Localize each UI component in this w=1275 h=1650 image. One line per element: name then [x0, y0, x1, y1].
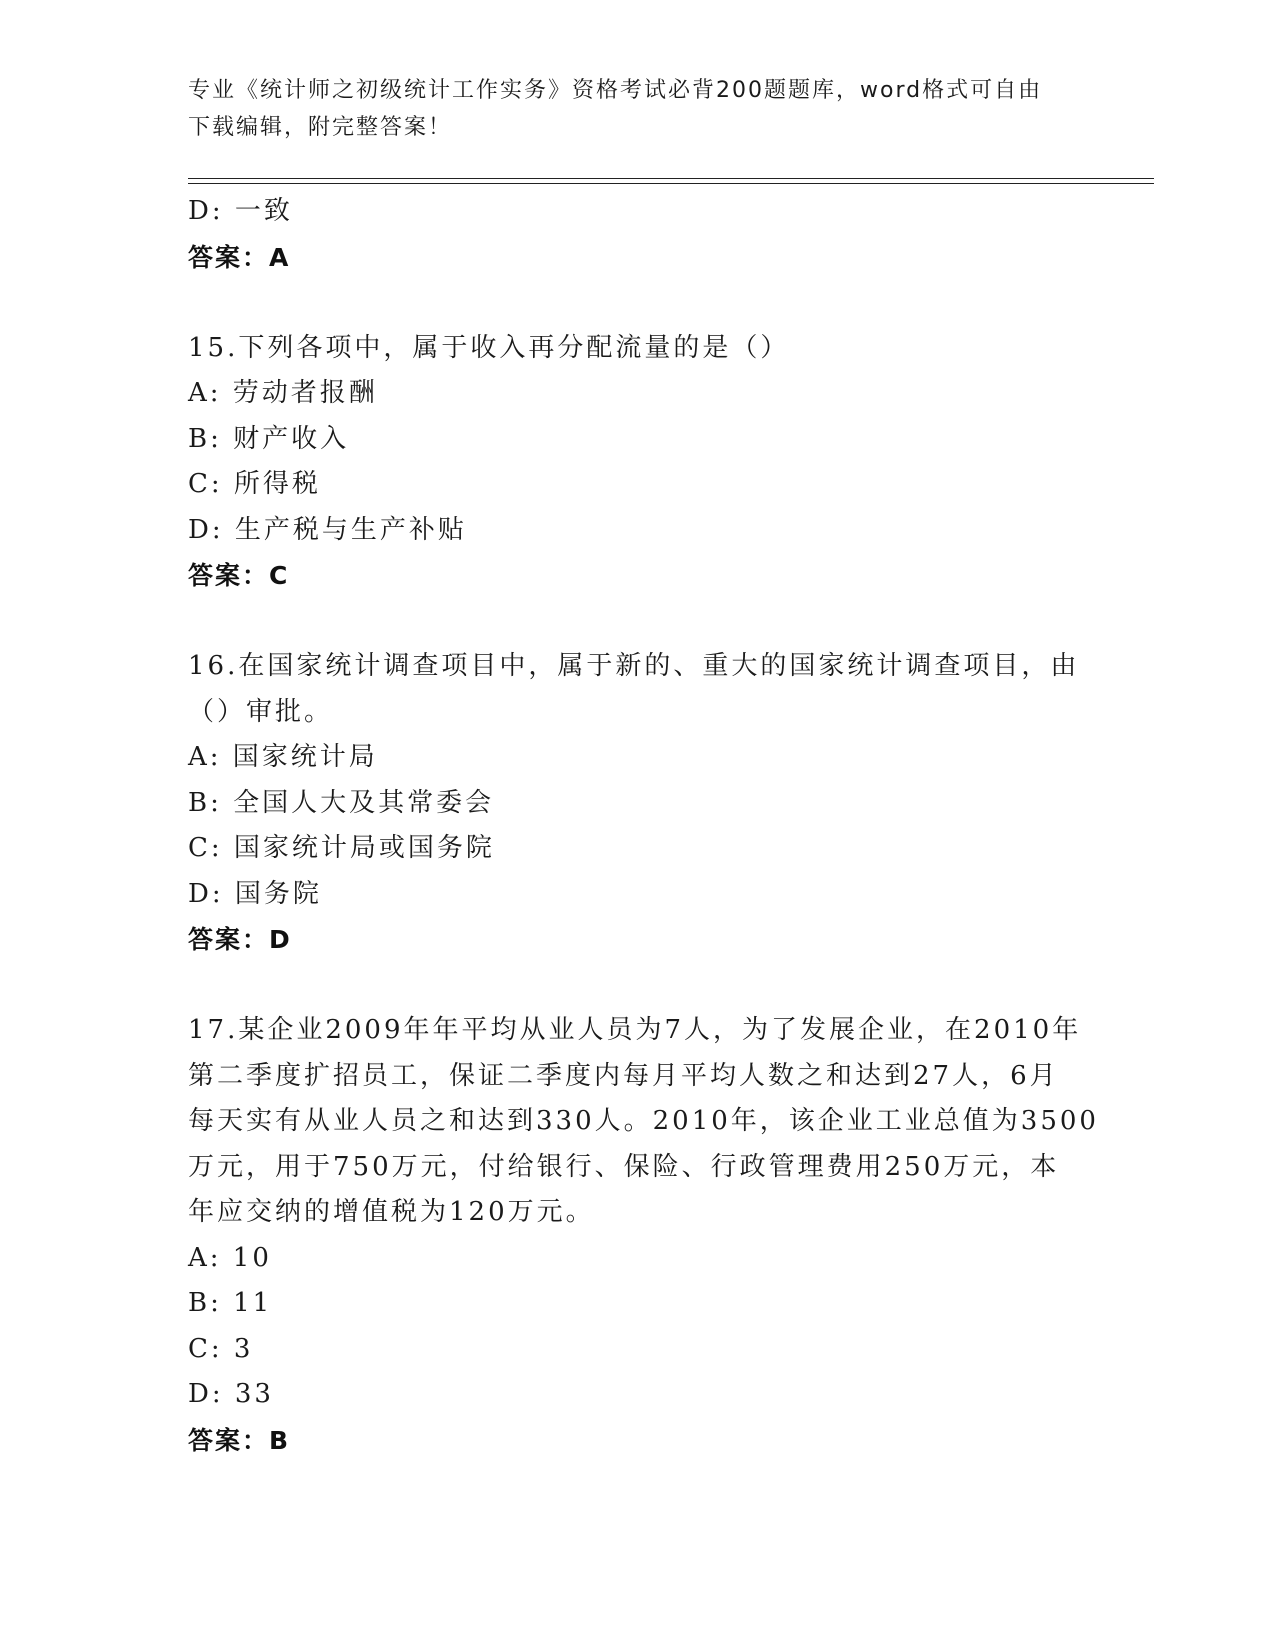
prev-answer: 答案：A: [188, 242, 291, 272]
document-body: [188, 189, 1099, 1463]
option-a: A: 国家统计局: [188, 742, 378, 772]
option-c: C: 所得税: [188, 469, 321, 499]
header-title-line-2: 下载编辑，附完整答案！: [188, 115, 453, 140]
document-header: [188, 72, 1088, 146]
option-b: B: 财产收入: [188, 423, 350, 454]
answer: 答案：B: [188, 1425, 291, 1455]
option-d: D: 生产税与生产补贴: [188, 514, 467, 545]
question-15: [188, 326, 1088, 599]
question-16: [188, 644, 1088, 963]
question-text-line-4: 万元，用于750万元，付给银行、保险、行政管理费用250万元，本: [188, 1151, 1060, 1182]
option-a: A: 10: [188, 1242, 272, 1273]
spacer: [188, 280, 1088, 326]
option-b: B: 全国人大及其常委会: [188, 787, 495, 818]
answer: 答案：D: [188, 925, 292, 954]
question-17: [188, 1008, 1099, 1463]
question-text: 15.下列各项中，属于收入再分配流量的是（）: [188, 332, 790, 363]
question-text-line-1: 16.在国家统计调查项目中，属于新的、重大的国家统计调查项目，由: [188, 651, 1080, 681]
option-a: A: 劳动者报酬: [188, 378, 378, 408]
answer: 答案：C: [188, 561, 290, 590]
question-text-line-2: 第二季度扩招员工，保证二季度内每月平均人数之和达到27人，6月: [188, 1060, 1059, 1091]
header-title-line-1: 专业《统计师之初级统计工作实务》资格考试必背200题题库，word格式可自由: [188, 78, 1043, 103]
question-text-line-2: （）审批。: [188, 696, 334, 727]
spacer: [188, 963, 1088, 1009]
option-d: D: 33: [188, 1379, 274, 1409]
option-d: D: 国务院: [188, 878, 322, 909]
option-b: B: 11: [188, 1288, 273, 1318]
question-text-line-3: 每天实有从业人员之和达到330人。2010年，该企业工业总值为3500: [188, 1106, 1099, 1136]
question-text-line-1: 17.某企业2009年年平均从业人员为7人，为了发展企业，在2010年: [188, 1015, 1082, 1045]
option-c: C: 国家统计局或国务院: [188, 833, 495, 863]
option-c: C: 3: [188, 1333, 254, 1364]
header-divider-thick: [188, 183, 1154, 184]
question-text-line-5: 年应交纳的增值税为120万元。: [188, 1197, 595, 1227]
prev-option-d: D: 一致: [188, 196, 293, 226]
spacer: [188, 599, 1088, 645]
header-divider-thin: [188, 178, 1154, 179]
